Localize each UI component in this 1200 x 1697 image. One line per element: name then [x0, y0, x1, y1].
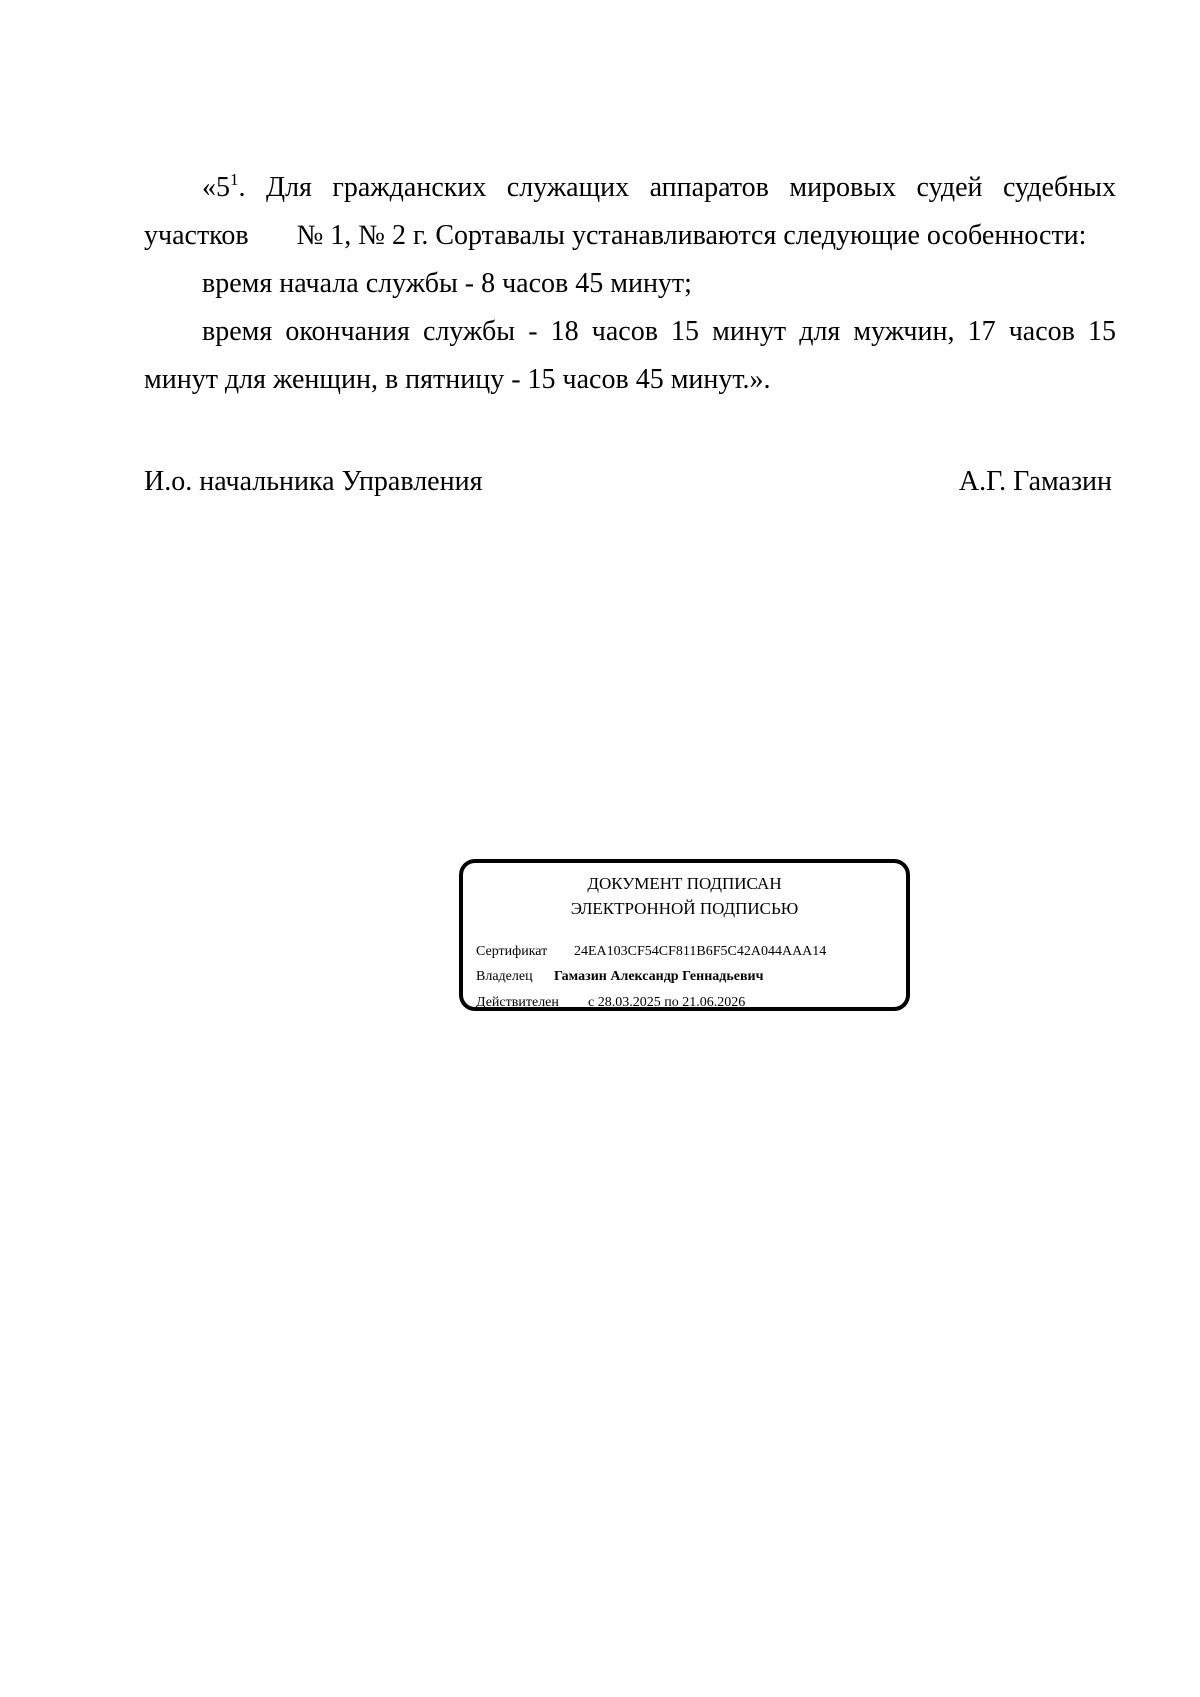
- validity-label: Действителен: [476, 995, 559, 1010]
- paragraph-end-time: время окончания службы - 18 часов 15 минут для мужчин, 17 часов 15 минут для женщин, в пятницу - 15 часов 45 минут.».: [144, 316, 1116, 395]
- certificate-value: 24EA103CF54CF811B6F5C42A044AAA14: [574, 944, 827, 959]
- certificate-label: Сертификат: [476, 944, 548, 959]
- signatory-position: И.о. начальника Управления: [144, 466, 483, 497]
- electronic-signature-stamp: [459, 859, 910, 1011]
- validity-value: с 28.03.2025 по 21.06.2026: [588, 995, 746, 1010]
- stamp-title: [463, 871, 906, 921]
- stamp-validity-row: [476, 993, 745, 1013]
- open-quote: «: [202, 172, 216, 203]
- document-body: [144, 164, 1116, 404]
- paragraph-special-provisions: [144, 164, 1116, 260]
- owner-value: Гамазин Александр Геннадьевич: [554, 969, 764, 984]
- stamp-certificate-row: [476, 942, 826, 962]
- stamp-title-line2: ЭЛЕКТРОННОЙ ПОДПИСЬЮ: [570, 899, 799, 918]
- paragraph-text-part2: № 1, № 2 г. Сортавалы устанавливаются следующие особенности:: [296, 220, 1087, 251]
- item-number: 5: [216, 172, 230, 203]
- stamp-owner-row: [476, 967, 764, 987]
- paragraph-text-part1: . Для гражданских служащих аппаратов мировых судей судебных участков: [144, 172, 1116, 251]
- stamp-title-line1: ДОКУМЕНТ ПОДПИСАН: [587, 874, 782, 893]
- paragraph-start-time: время начала службы - 8 часов 45 минут;: [202, 268, 692, 299]
- signature-row: [144, 458, 1112, 506]
- signatory-name: А.Г. Гамазин: [958, 466, 1112, 497]
- owner-label: Владелец: [476, 969, 533, 984]
- item-superscript: 1: [230, 170, 239, 189]
